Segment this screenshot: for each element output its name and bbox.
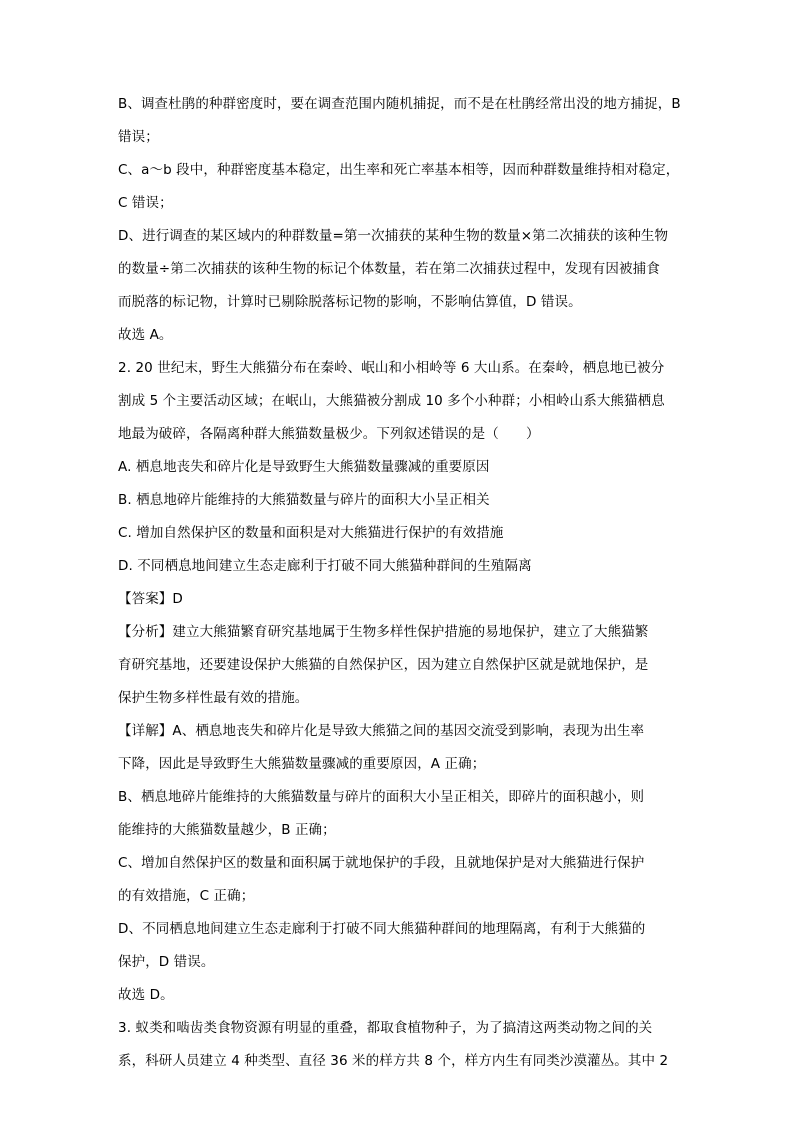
text-line: D、不同栖息地间建立生态走廊利于打破不同大熊猫种群间的地理隔离，有利于大熊猫的	[118, 921, 646, 937]
text-line: 育研究基地，还要建设保护大熊猫的自然保护区，因为建立自然保护区就是就地保护，是	[118, 657, 649, 673]
option-d: D. 不同栖息地间建立生态走廊利于打破不同大熊猫种群间的生殖隔离	[118, 558, 532, 574]
text-line: 故选 D。	[118, 987, 174, 1003]
text-line: C、增加自然保护区的数量和面积属于就地保护的手段，且就地保护是对大熊猫进行保护	[118, 855, 645, 871]
option-a: A. 栖息地丧失和碎片化是导致野生大熊猫数量骤减的重要原因	[118, 459, 490, 475]
option-c: C. 增加自然保护区的数量和面积是对大熊猫进行保护的有效措施	[118, 525, 504, 541]
analysis-line: 【分析】建立大熊猫繁育研究基地属于生物多样性保护措施的易地保护，建立了大熊猫繁	[118, 624, 649, 640]
text-line: 保护生物多样性最有效的措施。	[118, 690, 309, 706]
question-3-text: 3. 蚁类和啮齿类食物资源有明显的重叠，都取食植物种子，为了搞清这两类动物之间的关	[118, 1020, 653, 1036]
text-line: 保护，D 错误。	[118, 954, 215, 970]
text-line: 错误；	[118, 129, 159, 145]
text-line: 的有效措施，C 正确；	[118, 888, 255, 904]
question-2-text: 2. 20 世纪末，野生大熊猫分布在秦岭、岷山和小相岭等 6 大山系。在秦岭，栖息地已被分	[118, 360, 665, 376]
text-line: C 错误；	[118, 195, 173, 211]
text-line: 割成 5 个主要活动区域；在岷山，大熊猫被分割成 10 多个小种群；小相岭山系大熊猫栖息	[118, 393, 665, 409]
text-line: B、栖息地碎片能维持的大熊猫数量与碎片的面积大小呈正相关，即碎片的面积越小，则	[118, 789, 645, 805]
text-line: 的数量÷第二次捕获的该种生物的标记个体数量，若在第二次捕获过程中，发现有因被捕食	[118, 261, 660, 277]
text-line: 能维持的大熊猫数量越少，B 正确；	[118, 822, 336, 838]
option-b: B. 栖息地碎片能维持的大熊猫数量与碎片的面积大小呈正相关	[118, 492, 490, 508]
text-line: B、调查杜鹃的种群密度时，要在调查范围内随机捕捉，而不是在杜鹃经常出没的地方捕捉，B	[118, 96, 681, 112]
text-line: 而脱落的标记物，计算时已剔除脱落标记物的影响，不影响估算值，D 错误。	[118, 294, 582, 310]
detail-line: 【详解】A、栖息地丧失和碎片化是导致大熊猫之间的基因交流受到影响，表现为出生率	[118, 723, 645, 739]
text-line: C、a～b 段中，种群密度基本稳定，出生率和死亡率基本相等，因而种群数量维持相对稳定，	[118, 162, 680, 178]
text-line: 故选 A。	[118, 327, 173, 343]
text-line: D、进行调查的某区域内的种群数量=第一次捕获的某种生物的数量×第二次捕获的该种生物	[118, 228, 669, 244]
answer-line: 【答案】D	[118, 591, 183, 607]
text-line: 下降，因此是导致野生大熊猫数量骤减的重要原因，A 正确；	[118, 756, 486, 772]
text-line: 地最为破碎，各隔离种群大熊猫数量极少。下列叙述错误的是（ ）	[118, 426, 540, 442]
text-line: 系，科研人员建立 4 种类型、直径 36 米的样方共 8 个，样方内生有同类沙漠灌丛。其中 2	[118, 1053, 669, 1069]
